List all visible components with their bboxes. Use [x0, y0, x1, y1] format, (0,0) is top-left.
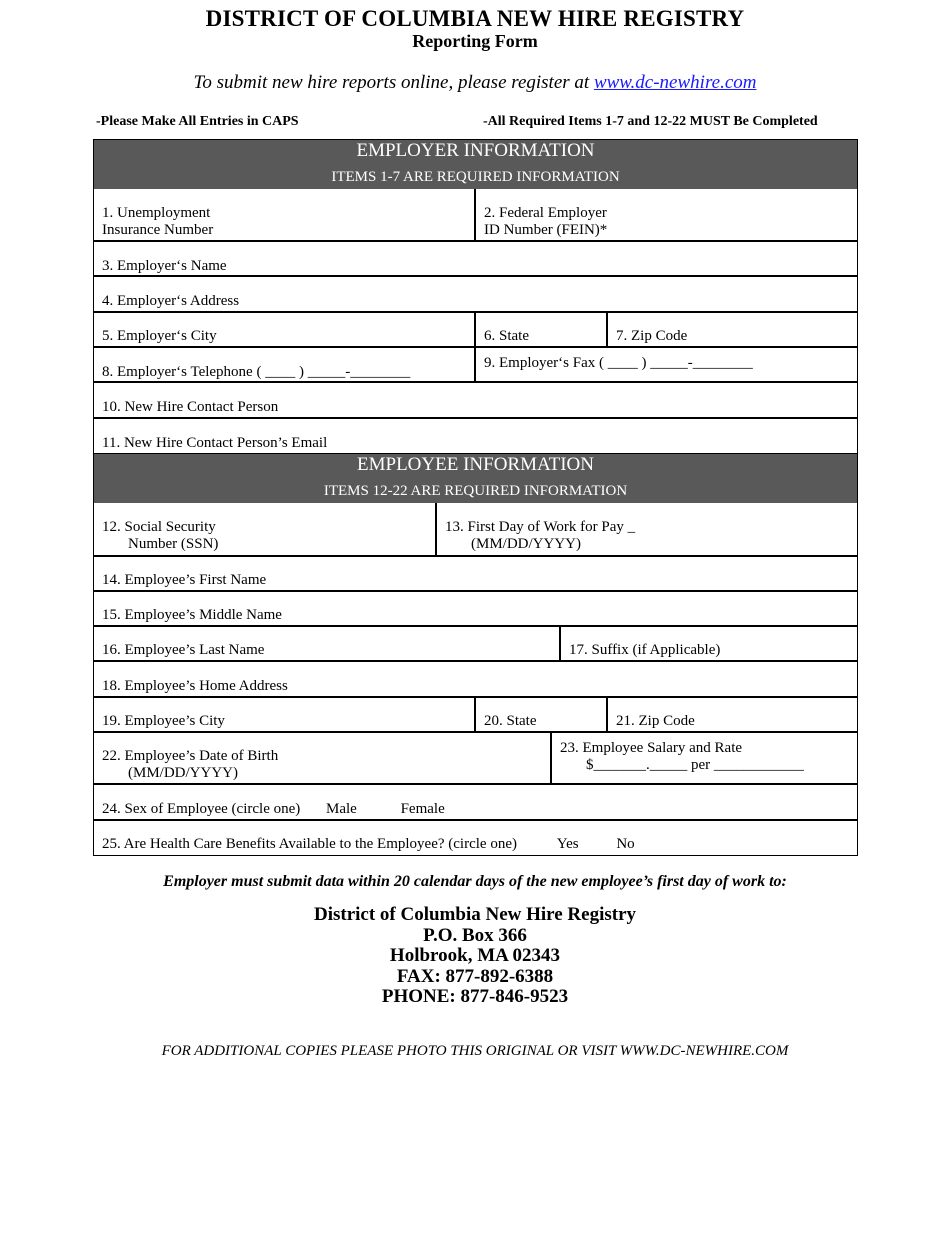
registry-website-link[interactable]: www.dc-newhire.com [593, 72, 757, 93]
contact-person-field[interactable]: 10. New Hire Contact Person [102, 399, 279, 415]
field-label: 22. Employee’s Date of Birth [102, 748, 279, 764]
registry-fax: FAX: 877-892-6388 [396, 965, 554, 987]
employee-salary-field[interactable] [560, 740, 804, 774]
employee-first-name-field[interactable]: 14. Employee’s First Name [102, 572, 267, 588]
online-register-text: To submit new hire reports online, please register at [193, 72, 594, 93]
employer-telephone-field[interactable]: 8. Employer‘s Telephone ( ____ ) _____-________ [102, 364, 411, 380]
field-label: 12. Social Security [102, 519, 216, 535]
registry-phone: PHONE: 877-846-9523 [381, 986, 569, 1007]
required-note: -All Required Items 1-7 and 12-22 MUST Be Completed [483, 114, 818, 129]
employee-banner [94, 454, 857, 503]
benefits-option-yes[interactable]: Yes [556, 836, 579, 852]
sex-option-female[interactable]: Female [400, 801, 445, 817]
employer-zip-field[interactable]: 7. Zip Code [616, 328, 688, 344]
fein-field[interactable] [484, 205, 607, 239]
registry-name: District of Columbia New Hire Registry [313, 904, 637, 925]
registry-address-block [0, 905, 950, 1008]
employee-home-address-field[interactable]: 18. Employee’s Home Address [102, 678, 288, 694]
online-register-line [0, 72, 950, 94]
field-label: 25. Are Health Care Benefits Available to the Employee? (circle one) [102, 836, 517, 852]
employer-name-field[interactable]: 3. Employer‘s Name [102, 258, 227, 274]
field-label: (MM/DD/YYYY) [471, 536, 581, 552]
field-label: Number (SSN) [128, 536, 219, 552]
field-label: 2. Federal Employer [484, 205, 607, 221]
employer-banner-subtitle: ITEMS 1-7 ARE REQUIRED INFORMATION [331, 169, 620, 185]
ssn-field[interactable] [102, 519, 218, 553]
employee-suffix-field[interactable]: 17. Suffix (if Applicable) [569, 642, 721, 658]
employer-state-field[interactable]: 6. State [484, 328, 529, 344]
form-subtitle: Reporting Form [412, 31, 538, 51]
employer-city-field[interactable]: 5. Employer‘s City [102, 328, 217, 344]
field-label: $_______._____ per ____________ [586, 757, 804, 773]
unemployment-insurance-number-field[interactable] [102, 205, 213, 239]
employee-city-field[interactable]: 19. Employee’s City [102, 713, 225, 729]
caps-note: -Please Make All Entries in CAPS [96, 114, 299, 129]
employer-banner [94, 140, 857, 189]
contact-email-field[interactable]: 11. New Hire Contact Person’s Email [102, 435, 328, 451]
employee-middle-name-field[interactable]: 15. Employee’s Middle Name [102, 607, 282, 623]
additional-copies-note: FOR ADDITIONAL COPIES PLEASE PHOTO THIS ORIGINAL OR VISIT WWW.DC-NEWHIRE.COM [161, 1043, 789, 1059]
employee-last-name-field[interactable]: 16. Employee’s Last Name [102, 642, 265, 658]
field-label: 23. Employee Salary and Rate [560, 740, 743, 756]
first-day-of-work-field[interactable] [445, 519, 635, 553]
field-label: 24. Sex of Employee (circle one) [102, 801, 301, 817]
employee-banner-subtitle: ITEMS 12-22 ARE REQUIRED INFORMATION [323, 483, 628, 499]
registry-po-box: P.O. Box 366 [423, 924, 527, 946]
employer-section [93, 139, 858, 454]
field-label: ID Number (FEIN)* [484, 222, 608, 238]
field-label: 13. First Day of Work for Pay _ [445, 519, 636, 535]
employer-banner-title: EMPLOYER INFORMATION [356, 140, 595, 161]
benefits-option-no[interactable]: No [616, 836, 635, 852]
employee-dob-field[interactable] [102, 748, 278, 782]
sex-option-male[interactable]: Male [326, 801, 357, 817]
field-label: 1. Unemployment [102, 205, 211, 221]
employee-banner-title: EMPLOYEE INFORMATION [357, 454, 594, 475]
employee-sex-field [102, 801, 445, 818]
field-label: Insurance Number [102, 222, 214, 238]
employer-address-field[interactable]: 4. Employer‘s Address [102, 293, 240, 309]
field-label: (MM/DD/YYYY) [128, 765, 238, 781]
registry-city: Holbrook, MA 02343 [389, 945, 561, 966]
health-benefits-field [102, 836, 635, 853]
employee-zip-field[interactable]: 21. Zip Code [616, 713, 695, 729]
employer-fax-field[interactable]: 9. Employer‘s Fax ( ____ ) _____-________ [484, 355, 753, 371]
employee-section [93, 453, 858, 856]
form-title: DISTRICT OF COLUMBIA NEW HIRE REGISTRY [205, 6, 745, 31]
submission-deadline-note: Employer must submit data within 20 calendar days of the new employee’s first day of work to: [163, 873, 787, 890]
employee-state-field[interactable]: 20. State [484, 713, 537, 729]
